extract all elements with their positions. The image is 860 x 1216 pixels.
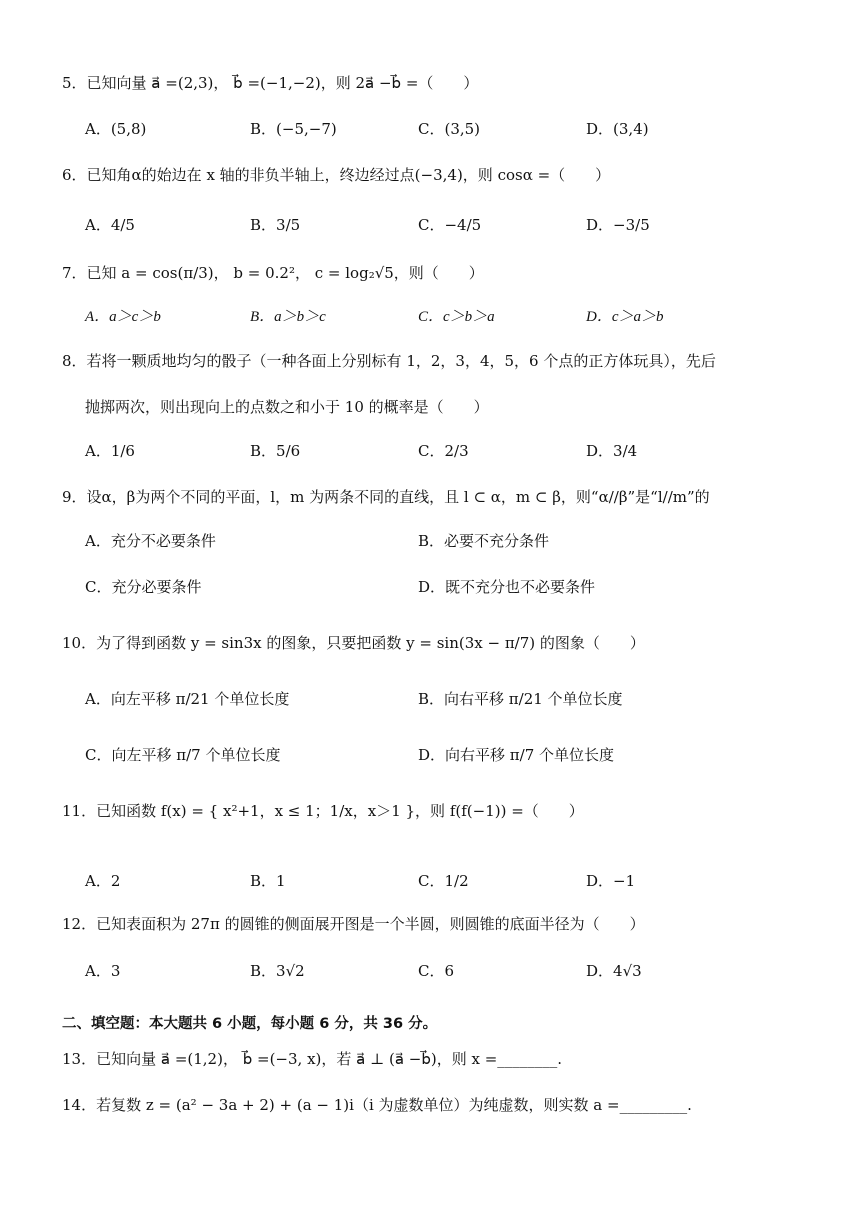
question-8-option-b[interactable]: B．5/6 <box>250 442 301 460</box>
question-8-option-c[interactable]: C．2/3 <box>418 442 469 460</box>
question-11-stem: 11．已知函数 f(x) = { x²+1，x ≤ 1；1/x，x＞1 }，则 f(f(−1)) =（ ） <box>62 802 584 820</box>
question-7-option-b[interactable]: B．a＞b＞c <box>250 309 326 325</box>
question-12-option-b[interactable]: B．3√2 <box>250 962 305 980</box>
question-11-option-b[interactable]: B．1 <box>250 872 286 890</box>
question-12-option-a[interactable]: A．3 <box>85 962 121 980</box>
question-9-option-b[interactable]: B．必要不充分条件 <box>418 532 550 550</box>
question-6-option-d[interactable]: D．−3/5 <box>586 216 650 234</box>
question-13-stem: 13．已知向量 a⃗ =(1,2)， b⃗ =(−3, x)，若 a⃗ ⊥ (a⃗ −b⃗)，则 x =________. <box>62 1050 563 1068</box>
question-11-option-c[interactable]: C．1/2 <box>418 872 469 890</box>
question-8-option-d[interactable]: D．3/4 <box>586 442 638 460</box>
question-14-stem: 14．若复数 z = (a² − 3a + 2) + (a − 1)i（i 为虚数单位）为纯虚数，则实数 a =_________. <box>62 1096 692 1114</box>
question-6-stem: 6．已知角α的始边在 x 轴的非负半轴上，终边经过点(−3,4)，则 cosα =（ ） <box>62 166 611 184</box>
question-12-option-c[interactable]: C．6 <box>418 962 455 980</box>
question-5-option-c[interactable]: C．(3,5) <box>418 120 481 138</box>
question-7-option-c[interactable]: C．c＞b＞a <box>418 309 495 325</box>
question-6-option-a[interactable]: A．4/5 <box>85 216 135 234</box>
question-10-option-b[interactable]: B．向右平移 π/21 个单位长度 <box>418 690 623 708</box>
question-12-stem: 12．已知表面积为 27π 的圆锥的侧面展开图是一个半圆，则圆锥的底面半径为（ ） <box>62 915 645 933</box>
section-2-heading: 二、填空题：本大题共 6 小题，每小题 6 分，共 36 分。 <box>62 1016 438 1032</box>
question-6-option-c[interactable]: C．−4/5 <box>418 216 482 234</box>
question-7-option-d[interactable]: D．c＞a＞b <box>586 309 664 325</box>
question-7-stem: 7．已知 a = cos(π/3)， b = 0.2²， c = log₂√5，则（ ） <box>62 264 484 282</box>
question-6-option-b[interactable]: B．3/5 <box>250 216 301 234</box>
question-8-stem-line-1: 8．若将一颗质地均匀的骰子（一种各面上分别标有 1，2，3，4，5，6 个点的正方体玩具），先后 <box>62 352 716 370</box>
question-9-stem: 9．设α，β为两个不同的平面，l，m 为两条不同的直线，且 l ⊂ α，m ⊂ β，则“α//β”是“l//m”的 <box>62 488 710 506</box>
question-8-stem-line-2: 抛掷两次，则出现向上的点数之和小于 10 的概率是（ ） <box>85 398 489 416</box>
question-8-option-a[interactable]: A．1/6 <box>85 442 135 460</box>
question-7-option-a[interactable]: A．a＞c＞b <box>85 309 161 325</box>
question-5-option-a[interactable]: A．(5,8) <box>85 120 147 138</box>
question-12-option-d[interactable]: D．4√3 <box>586 962 642 980</box>
question-11-option-a[interactable]: A．2 <box>85 872 121 890</box>
question-5-option-b[interactable]: B．(−5,−7) <box>250 120 337 138</box>
question-10-option-d[interactable]: D．向右平移 π/7 个单位长度 <box>418 746 615 764</box>
question-11-option-d[interactable]: D．−1 <box>586 872 636 890</box>
question-5-stem: 5．已知向量 a⃗ =(2,3)， b⃗ =(−1,−2)，则 2a⃗ −b⃗ =（ ） <box>62 74 479 92</box>
question-9-option-d[interactable]: D．既不充分也不必要条件 <box>418 578 596 596</box>
question-10-option-a[interactable]: A．向左平移 π/21 个单位长度 <box>85 690 290 708</box>
question-9-option-c[interactable]: C．充分必要条件 <box>85 578 202 596</box>
question-10-stem: 10．为了得到函数 y = sin3x 的图象，只要把函数 y = sin(3x − π/7) 的图象（ ） <box>62 634 645 652</box>
question-9-option-a[interactable]: A．充分不必要条件 <box>85 532 216 550</box>
question-10-option-c[interactable]: C．向左平移 π/7 个单位长度 <box>85 746 281 764</box>
question-5-option-d[interactable]: D．(3,4) <box>586 120 649 138</box>
